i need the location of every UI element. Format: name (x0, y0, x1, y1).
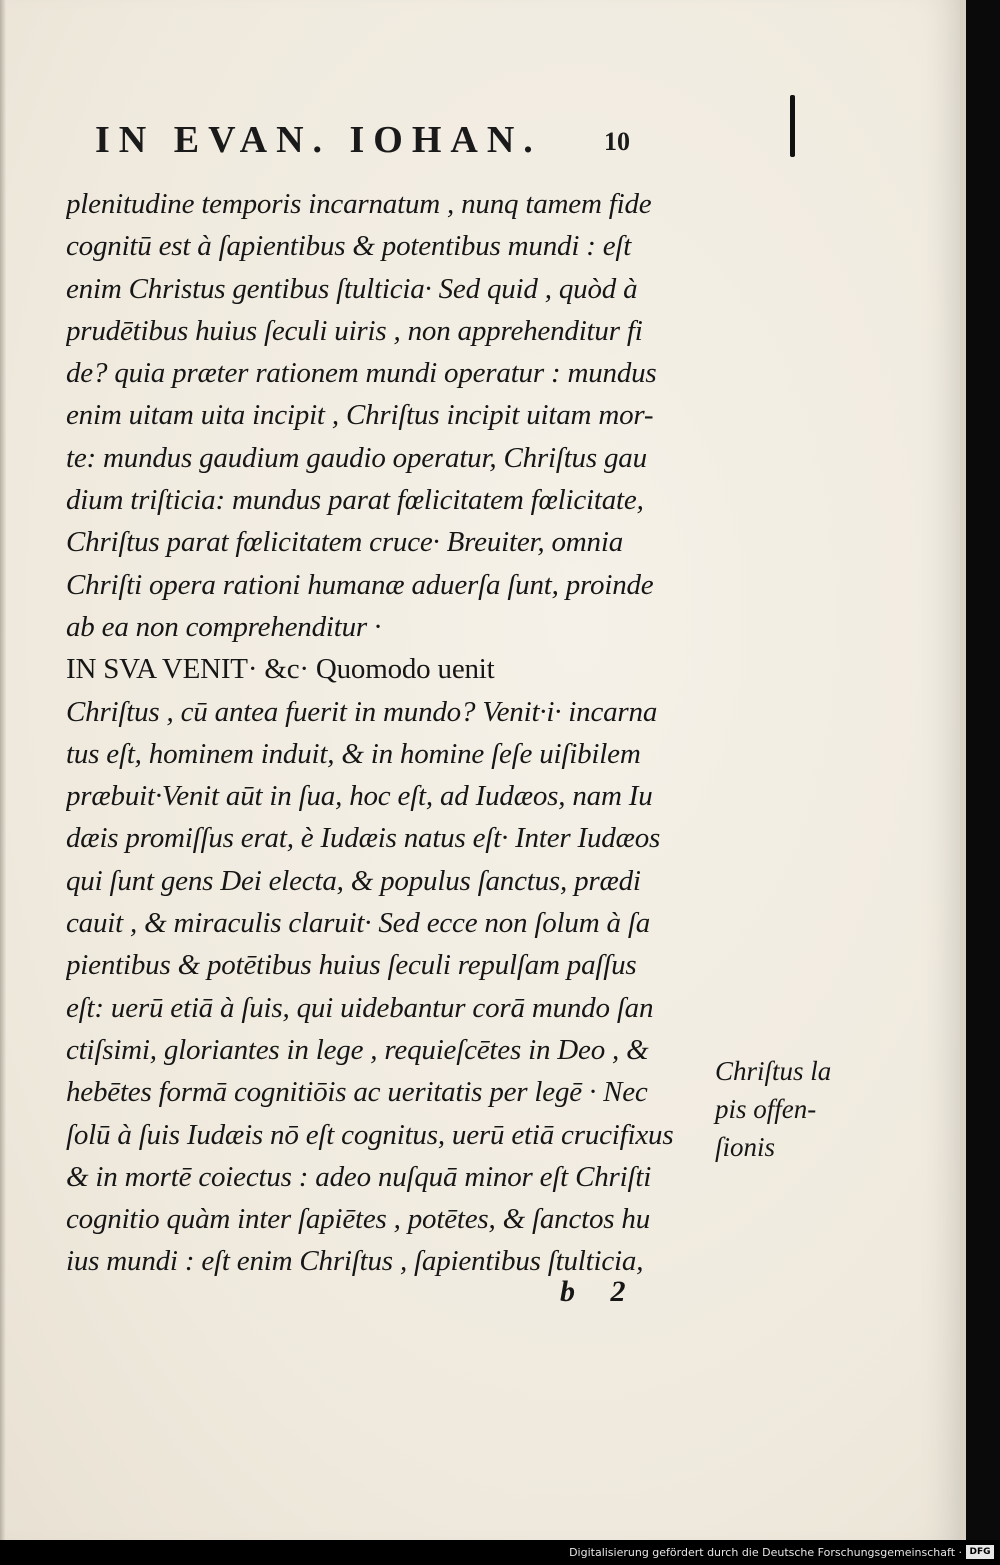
text-line: præbuit·Venit aūt in ſua, hoc eſt, ad Iudæos, nam Iu (66, 780, 653, 813)
folio-number: 10 (604, 127, 630, 156)
text-line: ab ea non comprehenditur · (66, 610, 382, 643)
text-line: pientibus & potētibus huius ſeculi repulſam paſſus (66, 949, 637, 982)
marginal-note-line: Chriſtus la (715, 1056, 832, 1086)
page-gutter-edge (0, 0, 6, 1540)
text-line: cognitio quàm inter ſapiētes , potētes, & ſanctos hu (66, 1203, 651, 1236)
marginal-note-line: pis offen- (715, 1094, 817, 1124)
text-line: prudētibus huius ſeculi uiris , non apprehenditur fi (66, 314, 643, 347)
text-line: enim Christus gentibus ſtulticia· Sed quid , quòd à (66, 272, 638, 305)
signature-mark: b 2 (560, 1275, 640, 1308)
text-line: dium triſticia: mundus parat fœlicitatem fœlicitate, (66, 484, 644, 517)
running-head: IN EVAN. IOHAN. (95, 119, 542, 161)
text-line: ctiſsimi, gloriantes in lege , requieſcētes in Deo , & (66, 1033, 649, 1066)
text-line: eſt: uerū etiā à ſuis, qui uidebantur corā mundo ſan (66, 991, 654, 1024)
text-line: Chriſti opera rationi humanæ aduerſa ſunt, proinde (66, 568, 654, 601)
dfg-logo: DFG (966, 1545, 994, 1559)
text-line: plenitudine temporis incarnatum , nunq tamem fide (66, 188, 652, 220)
text-line: Chriſtus , cū antea fuerit in mundo? Venit·i· incarna (66, 695, 658, 728)
body-text (66, 183, 706, 1283)
funding-credit: Digitalisierung gefördert durch die Deutsche Forschungsgemeinschaft · (569, 1546, 962, 1559)
text-line: de? quia præter rationem mundi operatur : mundus (66, 357, 657, 390)
marginal-note (715, 1052, 855, 1166)
text-line: cauit , & miraculis claruit· Sed ecce non ſolum à ſa (66, 907, 651, 940)
text-line: enim uitam uita incipit , Chriſtus incipit uitam mor- (66, 399, 654, 432)
text-line: ius mundi : eſt enim Chriſtus , ſapientibus ſtulticia, (66, 1245, 644, 1278)
text-line: te: mundus gaudium gaudio operatur, Chriſtus gau (66, 441, 647, 474)
text-line: Chriſtus parat fœlicitatem cruce· Breuiter, omnia (66, 526, 624, 559)
text-line: cognitū est à ſapientibus & potentibus mundi : eſt (66, 230, 632, 263)
text-line: hebētes formā cognitiōis ac ueritatis per legē · Nec (66, 1076, 648, 1109)
text-line-lemma: IN SVA VENIT· &c· Quomodo uenit (66, 653, 495, 686)
text-line: qui ſunt gens Dei electa, & populus ſanctus, prædi (66, 864, 641, 897)
marginal-note-line: ſionis (715, 1132, 776, 1162)
text-line: tus eſt, hominem induit, & in homine ſeſe uiſibilem (66, 737, 641, 770)
digitization-footer (0, 1540, 1000, 1565)
text-line: & in mortē coiectus : adeo nuſquā minor eſt Chriſti (66, 1160, 652, 1193)
margin-rule-mark (790, 95, 795, 157)
text-line: dæis promiſſus erat, è Iudæis natus eſt· Inter Iudæos (66, 822, 661, 855)
text-line: ſolū à ſuis Iudæis nō eſt cognitus, uerū etiā crucifixus (66, 1118, 674, 1151)
